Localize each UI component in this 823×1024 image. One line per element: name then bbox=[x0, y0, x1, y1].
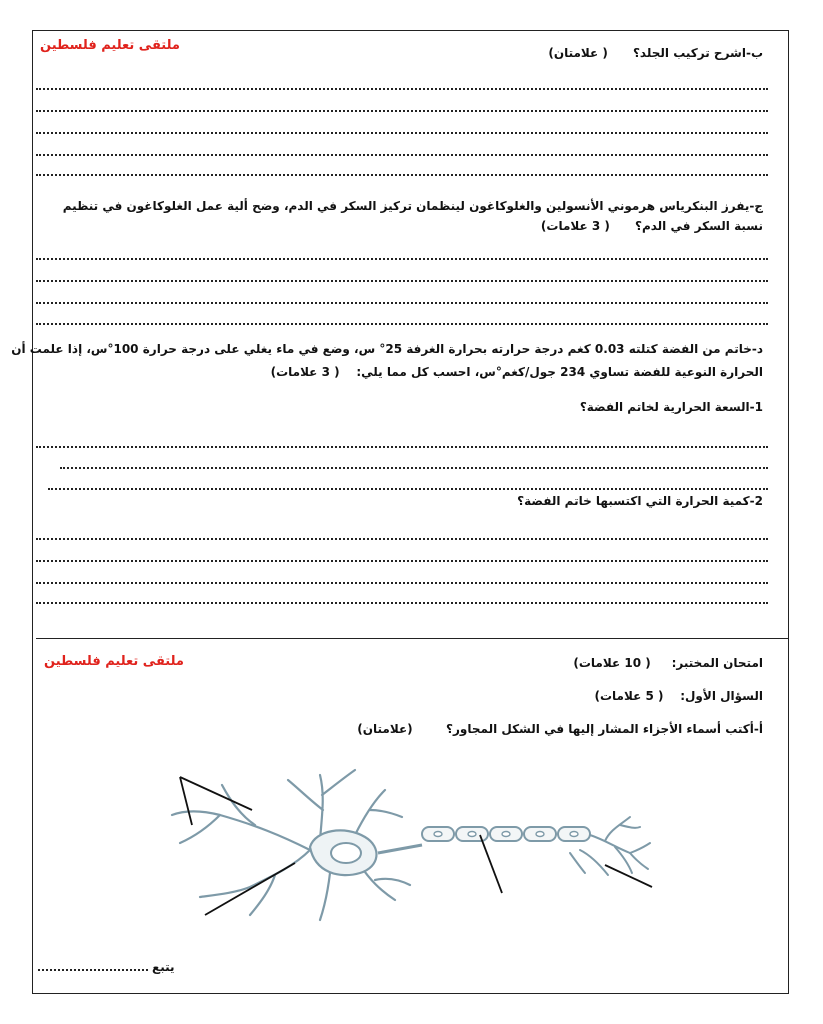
question-d-marks: ( 3 علامات) bbox=[270, 365, 340, 379]
question-d-line2-text: الحرارة النوعية للفضة تساوي 234 جول/كغم°س، احسب كل مما يلي: bbox=[356, 365, 763, 379]
dendrite bbox=[172, 811, 310, 850]
pointer-line bbox=[180, 777, 192, 825]
lab-exam-title bbox=[573, 656, 763, 670]
answer-line[interactable] bbox=[36, 132, 768, 134]
answer-line[interactable] bbox=[36, 88, 768, 90]
brand-label-top: ملتقى تعليم فلسطين bbox=[40, 38, 180, 53]
pointer-line bbox=[180, 777, 252, 810]
axon-terminals bbox=[570, 817, 650, 875]
question-c-marks: ( 3 علامات) bbox=[540, 219, 610, 233]
answer-line[interactable] bbox=[36, 582, 768, 584]
lab-q1-marks: ( 5 علامات) bbox=[594, 689, 664, 703]
answer-line[interactable] bbox=[36, 154, 768, 156]
answer-line[interactable] bbox=[36, 560, 768, 562]
answer-line[interactable] bbox=[36, 302, 768, 304]
lab-exam-title-marks: ( 10 علامات) bbox=[573, 656, 651, 670]
lab-exam-title-text: امتحان المختبر: bbox=[671, 656, 763, 670]
dendrite bbox=[375, 879, 410, 885]
answer-line[interactable] bbox=[36, 110, 768, 112]
question-b-text: ب-اشرح تركيب الجلد؟ bbox=[632, 46, 763, 60]
lab-q1-text: السؤال الأول: bbox=[680, 689, 763, 703]
nucleus bbox=[331, 843, 361, 863]
question-d-line2 bbox=[271, 365, 763, 379]
continue-note bbox=[38, 960, 175, 974]
dendrite bbox=[320, 873, 330, 920]
question-d-line1: د-خاتم من الفضة كتلته 0.03 كغم درجة حرارته بحرارة الغرفة 25° س، وضع في ماء يغلي على درجة حرارة 100°س، إذا علمت أن bbox=[11, 342, 763, 356]
brand-label-bottom: ملتقى تعليم فلسطين bbox=[44, 654, 184, 669]
neuron-diagram bbox=[160, 755, 660, 925]
answer-line[interactable] bbox=[36, 538, 768, 540]
question-d-sub2: 2-كمية الحرارة التي اكتسبها خاتم الفضة؟ bbox=[517, 494, 763, 508]
continue-label: يتبع bbox=[152, 960, 175, 974]
question-d-sub1: 1-السعة الحرارية لخاتم الفضة؟ bbox=[579, 400, 763, 414]
question-c bbox=[53, 196, 763, 236]
question-b bbox=[548, 46, 763, 60]
answer-line[interactable] bbox=[60, 467, 768, 469]
axon-hillock bbox=[378, 845, 422, 853]
section-divider bbox=[36, 638, 788, 639]
dendrite bbox=[222, 785, 255, 825]
lab-q1a-marks: (علامتان) bbox=[357, 722, 413, 736]
lab-q1 bbox=[595, 689, 764, 703]
answer-line[interactable] bbox=[36, 323, 768, 325]
dendrite bbox=[322, 770, 355, 795]
question-b-marks: ( علامتان) bbox=[548, 46, 608, 60]
dendrite bbox=[180, 815, 220, 843]
lab-q1a-text: أ-أكتب أسماء الأجزاء المشار إليها في الشكل المجاور؟ bbox=[446, 722, 763, 736]
lab-q1a bbox=[357, 722, 763, 736]
question-c-text: ج-يفرز البنكرياس هرموني الأنسولين والغلوكاغون لينظمان تركيز السكر في الدم، وضح ألية عمل الغلوكاغون في تنظيم نسبة السكر في الدم؟ bbox=[62, 199, 763, 233]
dendrite bbox=[200, 850, 310, 897]
answer-line[interactable] bbox=[36, 602, 768, 604]
dendrite bbox=[355, 790, 385, 835]
pointer-line bbox=[605, 865, 652, 887]
answer-line[interactable] bbox=[36, 258, 768, 260]
answer-line[interactable] bbox=[36, 280, 768, 282]
answer-line[interactable] bbox=[36, 446, 768, 448]
continue-dots bbox=[38, 969, 148, 971]
pointer-line bbox=[205, 863, 295, 915]
answer-line[interactable] bbox=[48, 488, 768, 490]
dendrite bbox=[370, 810, 402, 817]
answer-line[interactable] bbox=[36, 174, 768, 176]
dendrite bbox=[288, 780, 323, 810]
pointer-line bbox=[480, 835, 502, 893]
